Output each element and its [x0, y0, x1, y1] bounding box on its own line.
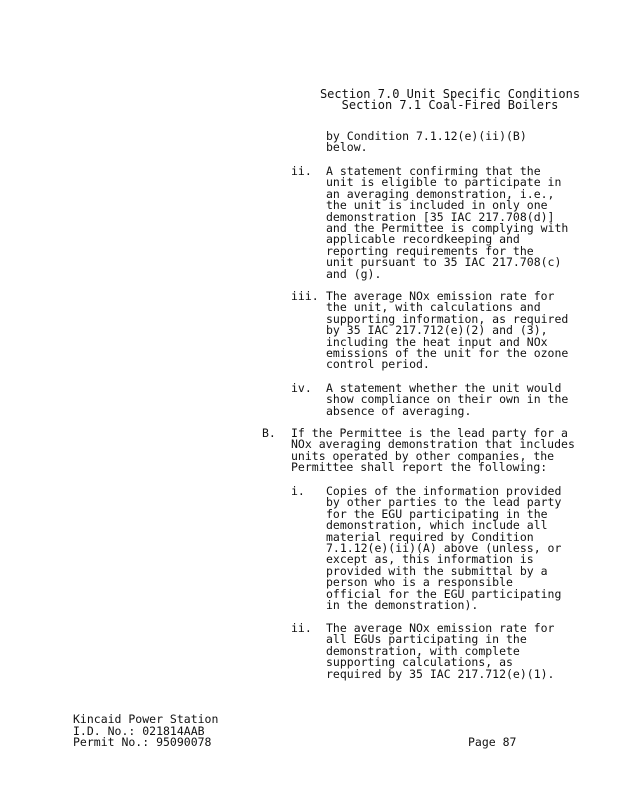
paragraph-item-iii — [326, 291, 568, 371]
text-line: the unit is included in only one — [326, 198, 548, 213]
text-line: provided with the submittal by a — [326, 563, 548, 578]
paragraph-item-b-i — [326, 486, 561, 611]
footer-left — [73, 714, 218, 749]
text-line: by Condition 7.1.12(e)(ii)(B) — [326, 129, 527, 143]
text-line: demonstration, with complete — [326, 643, 520, 658]
text-line: NOx averaging demonstration that includes — [291, 437, 575, 452]
text-line: units operated by other companies, the — [291, 448, 555, 463]
text-line: The average NOx emission rate for — [326, 621, 555, 635]
text-line: unit pursuant to 35 IAC 217.708(c) — [326, 255, 562, 270]
item-label-b: B. — [262, 426, 276, 440]
page-number: Page 87 — [468, 735, 517, 749]
text-line: in the demonstration). — [326, 598, 479, 613]
text-line: Copies of the information provided — [326, 484, 562, 498]
text-line: by other parties to the lead party — [326, 495, 562, 510]
text-line: all EGUs participating in the — [326, 632, 527, 647]
text-line: control period. — [326, 357, 430, 372]
text-line: unit is eligible to participate in — [326, 175, 562, 190]
item-label-b-ii: ii. — [291, 621, 312, 635]
text-line: for the EGU participating in the — [326, 506, 548, 521]
text-line: supporting information, as required — [326, 311, 569, 326]
item-label-iv: iv. — [291, 381, 312, 395]
paragraph-item-ii — [326, 166, 568, 280]
item-label-iii: iii. — [291, 289, 319, 303]
text-line: show compliance on their own in the — [326, 392, 569, 407]
text-line: Permittee shall report the following: — [291, 460, 548, 475]
text-line: required by 35 IAC 217.712(e)(1). — [326, 666, 555, 681]
paragraph-item-b — [291, 428, 575, 474]
paragraph-item-iv — [326, 383, 568, 417]
text-line: absence of averaging. — [326, 403, 472, 418]
text-line: applicable recordkeeping and — [326, 232, 520, 247]
item-label-ii: ii. — [291, 164, 312, 178]
text-line: below. — [326, 140, 368, 155]
text-line: except as, this information is — [326, 552, 534, 567]
text-line: emissions of the unit for the ozone — [326, 346, 569, 361]
text-line: including the heat input and NOx — [326, 334, 548, 349]
text-line: A statement whether the unit would — [326, 381, 562, 395]
footer-id-number: I.D. No.: 021814AAB — [73, 723, 205, 738]
text-line: If the Permittee is the lead party for a — [291, 426, 568, 440]
text-line: The average NOx emission rate for — [326, 289, 555, 303]
text-line: material required by Condition — [326, 529, 534, 544]
text-line: the unit, with calculations and — [326, 300, 541, 315]
text-line: supporting calculations, as — [326, 655, 513, 670]
paragraph-continuation — [326, 131, 527, 154]
section-header-line-2: Section 7.1 Coal-Fired Boilers — [341, 98, 559, 112]
paragraph-item-b-ii — [326, 623, 554, 680]
text-line: official for the EGU participating — [326, 586, 562, 601]
text-line: demonstration, which include all — [326, 518, 548, 533]
text-line: reporting requirements for the — [326, 243, 534, 258]
text-line: person who is a responsible — [326, 575, 513, 590]
section-header-line-1: Section 7.0 Unit Specific Conditions — [319, 87, 581, 101]
footer-permit-number: Permit No.: 95090078 — [73, 735, 212, 749]
item-label-b-i: i. — [291, 484, 305, 498]
text-line: A statement confirming that the — [326, 164, 541, 178]
text-line: demonstration [35 IAC 217.708(d)] — [326, 209, 555, 224]
text-line: and (g). — [326, 266, 382, 281]
footer-station: Kincaid Power Station — [73, 712, 219, 726]
text-line: and the Permittee is complying with — [326, 221, 569, 236]
text-line: 7.1.12(e)(ii)(A) above (unless, or — [326, 541, 562, 556]
text-line: an averaging demonstration, i.e., — [326, 186, 555, 201]
text-line: by 35 IAC 217.712(e)(2) and (3), — [326, 323, 548, 338]
